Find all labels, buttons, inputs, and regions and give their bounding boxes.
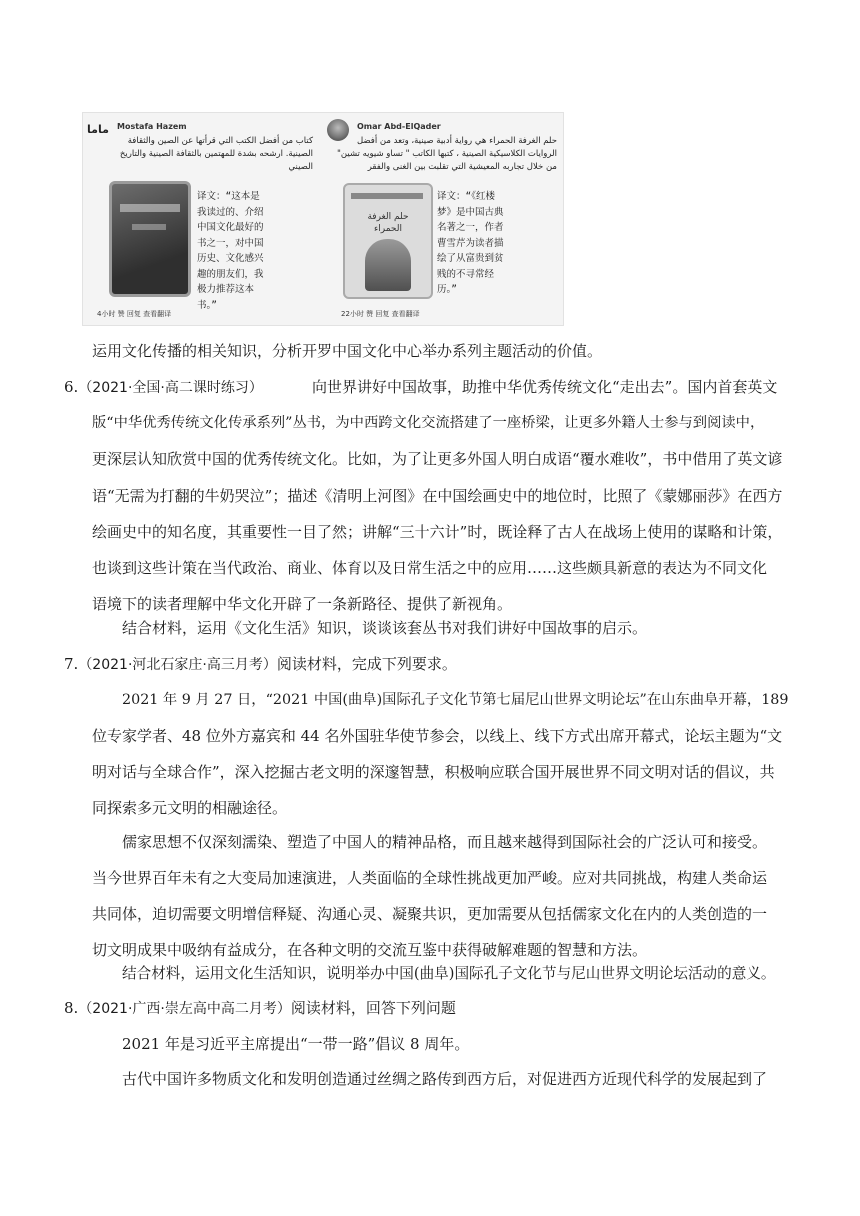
paragraph-line: 古代中国许多物质文化和发明创造通过丝绸之路传到西方后，对促进西方近现代科学的发展起到了	[122, 1070, 768, 1088]
comment-translation: 译文：“这本是 我读过的、介绍 中国文化最好的 书之一，对中国 历史、文化感兴 趣的朋友们，我 极力推荐这本 书。”	[197, 191, 264, 311]
profile-logo-icon: ماما	[87, 123, 109, 136]
question-number: 8.	[64, 999, 79, 1017]
comment-post-left	[83, 113, 319, 325]
question-7-prompt: 结合材料，运用文化生活知识，说明举办中国(曲阜)国际孔子文化节与尼山世界文明论坛活动的意义。	[122, 965, 776, 982]
comment-author: Mostafa Hazem	[117, 122, 187, 131]
comment-arabic-text: حلم الغرفة الحمراء هي رواية أدبية صينية، وتعد من أفضل الروايات الكلاسيكية الصينية ، كتبها الكاتب " تساو شيويه تشين" من خلال تجاربه المعيشية التي تقلبت بين الغنى والفقر	[337, 136, 557, 172]
question-7-header	[64, 654, 457, 675]
paragraph-line: 位专家学者、48 位外方嘉宾和 44 名外国驻华使节参会，以线上、线下方式出席开幕式，论坛主题为“文	[92, 727, 783, 745]
paragraph-line: 绘画史中的知名度，其重要性一目了然；讲解“三十六计”时，既诠释了古人在战场上使用的谋略和计策，	[92, 523, 783, 541]
paragraph-line: 明对话与全球合作”，深入挖掘古老文明的深邃智慧，积极响应联合国开展世界不同文明对话的倡议，共	[92, 763, 775, 781]
book-cover-image	[109, 181, 191, 297]
paragraph-line: 语境下的读者理解中华文化开辟了一条新路径、提供了新视角。	[92, 595, 513, 613]
paragraph-line: 版“中华优秀传统文化传承系列”丛书，为中西跨文化交流搭建了一座桥梁，让更多外籍人士参与到阅读中，	[92, 415, 765, 431]
question-6-header	[64, 377, 263, 398]
comment-post-right	[323, 113, 563, 325]
question-source: （2021·广西·崇左高中高二月考）	[78, 1001, 291, 1017]
comment-meta: 4小时 赞 回复 查看翻译	[97, 310, 172, 318]
paragraph-line: 同探索多元文明的相融途径。	[92, 799, 288, 817]
social-media-screenshot	[82, 112, 564, 326]
paragraph-line: 共同体，迫切需要文明增信释疑、沟通心灵、凝聚共识，更加需要从包括儒家文化在内的人类创造的一	[92, 905, 768, 923]
paragraph-line: 当今世界百年未有之大变局加速演进，人类面临的全球性挑战更加严峻。应对共同挑战，构建人类命运	[92, 869, 768, 887]
question-instruction: 阅读材料，回答下列问题	[290, 999, 456, 1017]
paragraph-line: 儒家思想不仅深刻濡染、塑造了中国人的精神品格，而且越来越得到国际社会的广泛认可和接受。	[122, 833, 768, 851]
question-source: （2021·河北石家庄·高三月考）	[78, 657, 277, 673]
paragraph-line: 2021 年 9 月 27 日，“2021 中国(曲阜)国际孔子文化节第七届尼山世界文明论坛”在山东曲阜开幕，189	[122, 692, 789, 708]
book-cover-image	[343, 183, 433, 299]
comment-translation: 译文：“《红楼 梦》是中国古典 名著之一，作者 曹雪芹为读者描 绘了从富贵到贫 贱的不寻常经 历。”	[437, 191, 504, 295]
paragraph-line: 语“无需为打翻的牛奶哭泣”；描述《清明上河图》在中国绘画史中的地位时，比照了《蒙娜丽莎》在西方	[92, 487, 783, 505]
question-6-prompt: 结合材料，运用《文化生活》知识，谈谈该套丛书对我们讲好中国故事的启示。	[122, 619, 648, 637]
paragraph-line: 2021 年是习近平主席提出“一带一路”倡议 8 周年。	[122, 1035, 470, 1053]
book-cover-title: حلم الغرفة الحمراء	[367, 212, 409, 234]
question-5-prompt: 运用文化传播的相关知识，分析开罗中国文化中心举办系列主题活动的价值。	[92, 342, 603, 360]
question-8-header	[64, 998, 456, 1019]
paragraph-line: 更深层认知欣赏中国的优秀传统文化。比如，为了让更多外国人明白成语“覆水难收”，书中借用了英文谚	[92, 450, 783, 468]
comment-arabic-text: كتاب من أفضل الكتب التي قرأتها عن الصين والثقافة الصينية. ارشحه بشدة للمهتمين بالثقافة الصينية والتاريخ الصيني	[119, 136, 313, 172]
paragraph-line: 切文明成果中吸纳有益成分，在各种文明的交流互鉴中获得破解难题的智慧和方法。	[92, 941, 648, 959]
comment-meta: 22小时 赞 回复 查看翻译	[341, 310, 420, 318]
question-source: （2021·全国·高二课时练习）	[78, 380, 263, 396]
paragraph-line: 向世界讲好中国故事，助推中华优秀传统文化“走出去”。国内首套英文	[312, 378, 778, 396]
question-instruction: 阅读材料，完成下列要求。	[276, 655, 457, 673]
comment-author: Omar Abd-ElQader	[357, 122, 441, 131]
paragraph-line: 也谈到这些计策在当代政治、商业、体育以及日常生活之中的应用……这些颇具新意的表达为不同文化	[92, 559, 768, 577]
question-number: 6.	[64, 378, 79, 396]
question-number: 7.	[64, 655, 79, 673]
